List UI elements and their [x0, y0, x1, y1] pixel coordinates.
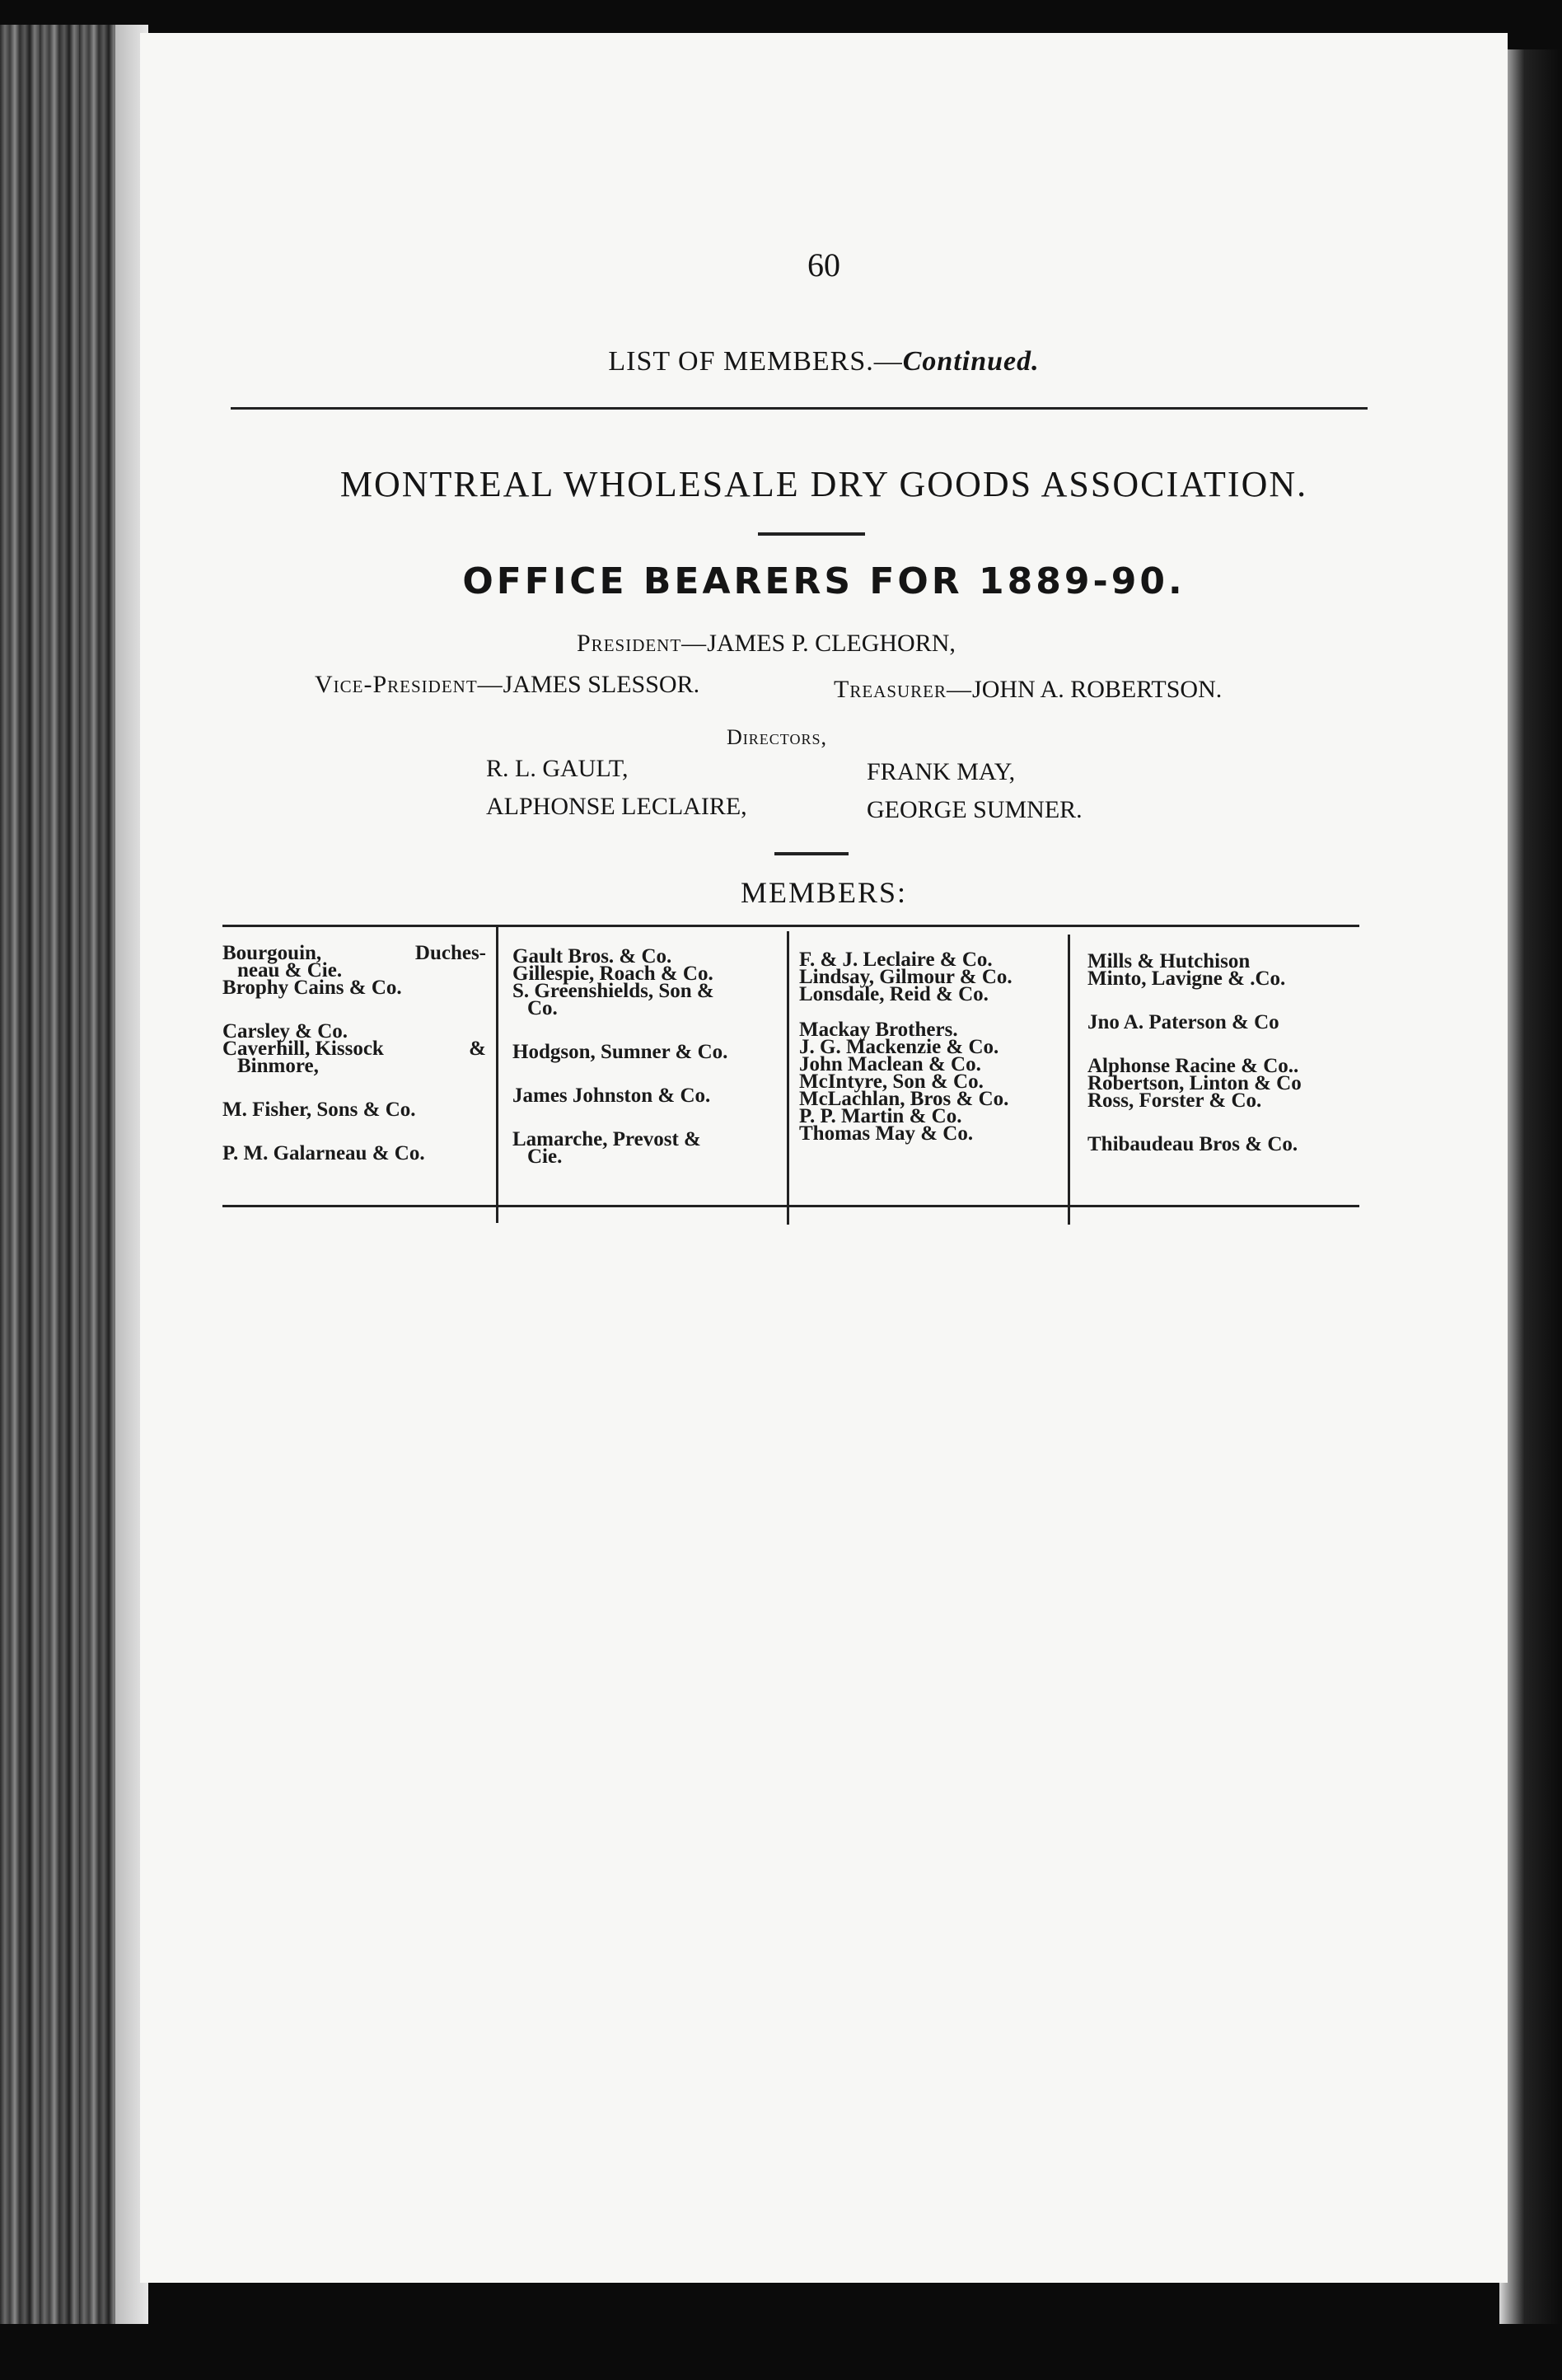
member-carsley: Carsley & Co.	[222, 1020, 348, 1042]
association-title: MONTREAL WHOLESALE DRY GOODS ASSOCIATION.	[339, 464, 1308, 504]
members-table-bottom-rule	[222, 1205, 1359, 1207]
column-divider-1	[496, 926, 498, 1223]
column-divider-3	[1068, 935, 1070, 1225]
book-page-edges	[0, 25, 148, 2324]
running-head-continued: Continued.	[902, 346, 1040, 377]
director-gault: R. L. GAULT,	[486, 755, 629, 782]
member-galarneau: P. M. Galarneau & Co.	[222, 1142, 425, 1164]
vice-president-label: Vice-President—	[315, 671, 503, 698]
director-may: FRANK MAY,	[867, 758, 1016, 785]
president-label: President—	[577, 630, 708, 657]
page-gutter-shadow	[1499, 49, 1562, 2324]
member-lamarche-cont: Cie.	[527, 1145, 563, 1168]
member-lamarche: Lamarche, Prevost &	[512, 1128, 701, 1150]
members-column-4	[1087, 950, 1368, 1155]
member-mclachlan: McLachlan, Bros & Co.	[799, 1088, 1009, 1110]
vice-president-name: JAMES SLESSOR.	[503, 671, 700, 698]
header-rule	[231, 407, 1368, 410]
member-text: Caverhill, Kissock	[222, 1038, 384, 1060]
member-hodgson: Hodgson, Sumner & Co.	[512, 1041, 728, 1063]
book-page	[140, 33, 1508, 2283]
director-leclaire: ALPHONSE LECLAIRE,	[486, 793, 747, 820]
member-gillespie: Gillespie, Roach & Co.	[512, 963, 713, 985]
member-brophy: Brophy Cains & Co.	[222, 977, 402, 999]
member-text: Duches-	[414, 942, 486, 964]
members-column-1	[222, 944, 486, 1162]
title-divider	[758, 532, 865, 536]
president-line	[577, 630, 956, 658]
member-greenshields: S. Greenshields, Son &	[512, 980, 714, 1002]
vice-president-line	[315, 671, 699, 699]
member-robertson: Robertson, Linton & Co	[1087, 1072, 1302, 1094]
members-column-2	[512, 945, 778, 1168]
running-head-main: LIST OF MEMBERS.—	[608, 346, 903, 377]
president-name: JAMES P. CLEGHORN,	[707, 630, 956, 657]
running-head	[140, 346, 1508, 377]
member-mackenzie: J. G. Mackenzie & Co.	[799, 1036, 999, 1058]
member-ross: Ross, Forster & Co.	[1087, 1089, 1262, 1112]
member-thibaudeau: Thibaudeau Bros & Co.	[1087, 1133, 1298, 1155]
members-heading: MEMBERS:	[740, 876, 908, 909]
member-text: Bourgouin,	[222, 942, 322, 964]
member-leclaire: F. & J. Leclaire & Co.	[799, 949, 993, 971]
treasurer-name: JOHN A. ROBERTSON.	[972, 676, 1223, 703]
member-lindsay: Lindsay, Gilmour & Co.	[799, 966, 1012, 988]
member-gault: Gault Bros. & Co.	[512, 945, 672, 967]
directors-label: Directors,	[727, 725, 827, 749]
member-racine: Alphonse Racine & Co..	[1087, 1055, 1299, 1077]
page-number: 60	[807, 246, 840, 283]
treasurer-line	[834, 676, 1222, 704]
column-divider-2	[787, 931, 789, 1225]
member-lonsdale: Lonsdale, Reid & Co.	[799, 983, 989, 1005]
member-paterson: Jno A. Paterson & Co	[1087, 1011, 1279, 1033]
member-mackay: Mackay Brothers.	[799, 1019, 958, 1041]
members-column-3	[799, 949, 1063, 1145]
members-divider	[774, 852, 849, 855]
member-bourgouin-cont: neau & Cie.	[237, 959, 343, 982]
member-martin: P. P. Martin & Co.	[799, 1105, 962, 1127]
member-mills: Mills & Hutchison	[1087, 950, 1251, 972]
treasurer-label: Treasurer—	[834, 676, 973, 703]
director-sumner: GEORGE SUMNER.	[867, 796, 1083, 823]
members-table-top-rule	[222, 925, 1359, 927]
member-greenshields-cont: Co.	[527, 997, 558, 1019]
member-johnston: James Johnston & Co.	[512, 1085, 711, 1107]
member-caverhill-cont: Binmore,	[237, 1055, 319, 1077]
member-minto: Minto, Lavigne & .Co.	[1087, 967, 1286, 990]
office-bearers-heading: OFFICE BEARERS FOR 1889-90.	[462, 560, 1186, 602]
member-mcintyre: McIntyre, Son & Co.	[799, 1071, 984, 1093]
member-maclean: John Maclean & Co.	[799, 1053, 981, 1075]
member-fisher: M. Fisher, Sons & Co.	[222, 1099, 416, 1121]
member-may: Thomas May & Co.	[799, 1122, 974, 1145]
member-text: &	[469, 1038, 486, 1060]
